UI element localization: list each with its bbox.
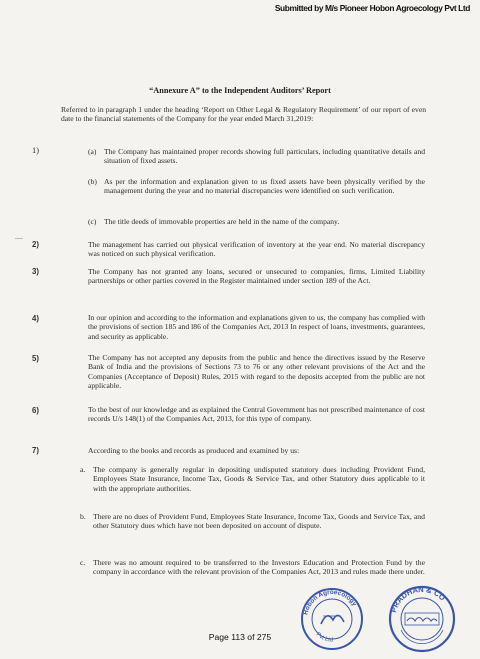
item-3-number: 3) — [32, 267, 39, 276]
svg-text:PRADHAN & CO: PRADHAN & CO — [388, 584, 448, 614]
item-1c-label: (c) — [88, 217, 97, 226]
item-7c-text: There was no amount required to be transferred to the Investors Education and Protection Fund by the company in accordance with the relevant provision of the Companies Act, 2013 and rules made there under. — [93, 558, 425, 577]
item-7a-text: The company is generally regular in depositing undisputed statutory dues including Provident Fund, Employees State Insurance, Income Tax, Goods & Service Tax, and other Statutory dues applicable to it with the appropriate authorities. — [93, 465, 425, 493]
item-5-number: 5) — [32, 354, 39, 363]
item-7-number: 7) — [32, 446, 39, 455]
svg-text:Hobon Agroecology: Hobon Agroecology — [302, 588, 358, 616]
item-7b — [80, 512, 425, 531]
item-1a-label: (a) — [88, 147, 97, 156]
item-6-number: 6) — [32, 406, 39, 415]
item-1c — [88, 217, 425, 226]
item-7a-label: a. — [80, 465, 86, 474]
svg-text:Pvt Ltd: Pvt Ltd — [314, 631, 334, 644]
submission-watermark: Submitted by M/s Pioneer Hobon Agroecology Pvt Ltd — [274, 3, 470, 13]
item-2-number: 2) — [32, 240, 39, 249]
item-7c — [80, 558, 425, 577]
item-4-text: In our opinion and according to the information and explanations given to us, the company has complied with the provisions of section 185 and l86 of the Companies Act, 2013 In respect of loans, investments, guarantees, and security as applicable. — [88, 313, 425, 341]
item-5-text: The Company has not accepted any deposits from the public and hence the directives issued by the Reserve Bank of India and the provisions of Sections 73 to 76 or any other relevant provisions of the Act and the Companies (Acceptance of Deposit) Rules, 2015 with regard to the deposits accepted from the public are not applicable. — [88, 353, 425, 390]
item-1a — [88, 147, 425, 166]
item-7b-label: b. — [80, 512, 86, 521]
auditor-seal-stamp — [387, 584, 457, 654]
item-6-text: To the best of our knowledge and as explained the Central Government has not prescribed maintenance of cost records U/s 148(1) of the Companies Act, 2013, for this type of company. — [88, 405, 425, 424]
margin-mark — [15, 238, 23, 239]
page-title: “Annexure A” to the Independent Auditors’ Report — [149, 86, 331, 95]
page-number-footer: Page 113 of 275 — [208, 632, 272, 642]
item-1a-text: The Company has maintained proper records showing full particulars, including quantitative details and situation of fixed assets. — [104, 147, 425, 166]
item-1c-text: The title deeds of immovable properties are held in the name of the company. — [104, 217, 340, 226]
item-4-number: 4) — [32, 314, 39, 323]
item-1b — [88, 177, 425, 196]
intro-paragraph: Referred to in paragraph 1 under the heading ‘Report on Other Legal & Regulatory Requirement’ of our report of even date to the financial statements of the Company for the year ended March 31,2019: — [61, 105, 426, 124]
item-7a — [80, 465, 425, 493]
item-1b-label: (b) — [88, 177, 97, 186]
item-2-text: The management has carried out physical verification of inventory at the year end. No material discrepancy was noticed on such physical verification. — [88, 240, 425, 259]
item-7c-label: c. — [80, 558, 86, 567]
item-7b-text: There are no dues of Provident Fund, Employees State Insurance, Income Tax, Goods and Service Tax, and other Statutory dues which have not been deposited on account of dispute. — [93, 512, 425, 531]
item-3-text: The Company has not granted any loans, secured or unsecured to companies, firms, Limited Liability partnerships or other parties covered in the Register maintained under section 189 of the Act. — [88, 267, 425, 286]
company-seal-stamp — [299, 586, 365, 652]
item-1b-text: As per the information and explanation given to us fixed assets have been physically verified by the management during the year and no material discrepancies were identified on such verification. — [104, 177, 425, 196]
item-7-text: According to the books and records as produced and examined by us: — [88, 446, 300, 455]
item-1-number: 1) — [32, 146, 39, 155]
